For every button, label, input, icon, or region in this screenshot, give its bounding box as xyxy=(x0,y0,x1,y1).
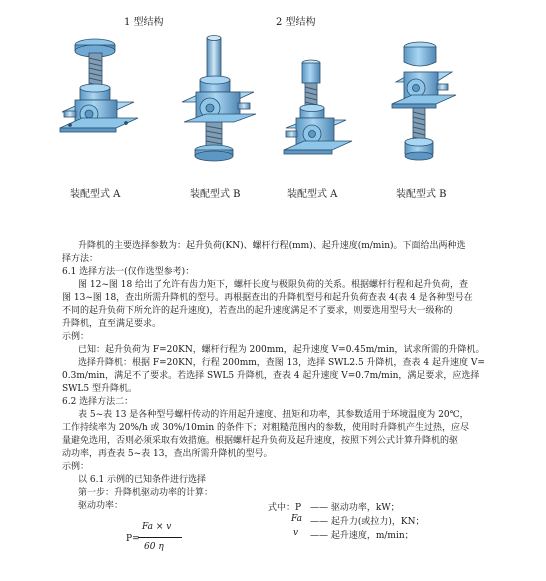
example-label: 示例： xyxy=(62,462,90,472)
caption-type1-a: 装配型式 A xyxy=(70,189,121,200)
paragraph-line: SWL5 型升降机。 xyxy=(62,384,137,394)
paragraph-line: 表 5~表 13 是各种型号螺杆传动的许用起升速度、扭矩和功率，其参数适用于环境温度为 20℃， xyxy=(78,410,469,420)
legend-fa-symbol: Fa xyxy=(291,514,302,524)
paragraph-line: 驱动功率： xyxy=(78,501,124,511)
formula-denominator: 60 η xyxy=(144,542,164,552)
caption-type2-b: 装配型式 B xyxy=(396,189,447,200)
jack-type2-b xyxy=(392,42,456,160)
paragraph-line: 择方法： xyxy=(62,254,99,264)
jack-type2-a xyxy=(284,60,352,154)
paragraph-line: 图 13~图 18，查出所需升降机的型号。再根据查出的升降机型号和起升负荷查表 4(表 4 是各种型号在 xyxy=(62,293,473,303)
paragraph-line: 选择升降机：根据 F=20KN，行程 200mm，查图 13，选择 SWL2.5 升降机，查表 4 起升速度 V= xyxy=(78,358,485,368)
type2-heading: 2 型结构 xyxy=(276,17,316,28)
paragraph-line: 量避免选用，否则必须采取有效措施。根据螺杆起升负荷及起升速度，按照下列公式计算升降机的驱 xyxy=(62,436,459,446)
caption-type2-a: 装配型式 A xyxy=(287,189,338,200)
jack-type1-a xyxy=(60,39,138,132)
paragraph-line: 0.3m/min，满足不了要求。若选择 SWL5 升降机，查表 4 起升速度 V=0.7m/min，满足要求，应选择 xyxy=(62,371,480,381)
screw-jack-illustrations xyxy=(0,0,546,200)
legend-v-symbol: v xyxy=(293,528,299,538)
paragraph-line: 图 12~图 18 给出了允许有齿力矩下，螺杆长度与极限负荷的关系。根据螺杆行程和起升负荷，查 xyxy=(78,280,469,290)
paragraph-line: 升降机，直至满足要求。 xyxy=(62,319,162,329)
type1-heading: 1 型结构 xyxy=(124,17,164,28)
legend-v-desc: —— 起升速度，m/min； xyxy=(310,531,414,541)
paragraph-line: 动功率，再查表 5~表 13，查出所需升降机的型号。 xyxy=(62,449,273,459)
paragraph-line: 升降机的主要选择参数为：起升负荷(KN)、螺杆行程(mm)、起升速度(m/min)。下面给出两种选 xyxy=(78,241,466,251)
paragraph-line: 第一步：升降机驱动功率的计算： xyxy=(78,488,214,498)
jack-type1-b xyxy=(182,36,256,162)
fraction-bar xyxy=(138,537,182,538)
legend-p-desc: —— 驱动功率，kW； xyxy=(310,503,400,513)
section-heading-6-2: 6.2 选择方法二： xyxy=(62,397,134,407)
paragraph-line: 不同的起升负荷下所允许的起升速度)，若查出的起升速度满足不了要求，则要选用型号大一级称的 xyxy=(62,306,453,316)
formula-lhs: P= xyxy=(126,534,140,544)
legend-intro: 式中：P xyxy=(268,503,302,513)
paragraph-line: 已知：起升负荷为 F=20KN，螺杆行程为 200mm，起升速度 V=0.45m/min，试求所需的升降机。 xyxy=(78,345,485,355)
example-label: 示例： xyxy=(62,332,90,342)
paragraph-line: 以 6.1 示例的已知条件进行选择 xyxy=(78,475,207,485)
caption-type1-b: 装配型式 B xyxy=(190,189,241,200)
section-heading-6-1: 6.1 选择方法一(仅作选型参考)： xyxy=(62,267,195,277)
formula-numerator: Fa × v xyxy=(142,522,172,532)
legend-fa-desc: —— 起升力(或拉力)，KN； xyxy=(310,517,425,527)
paragraph-line: 工作持续率为 20%/h 或 30%/10min 的条件下；对粗糙范围内的参数，使用时升降机产生过热，应尽 xyxy=(62,423,469,433)
